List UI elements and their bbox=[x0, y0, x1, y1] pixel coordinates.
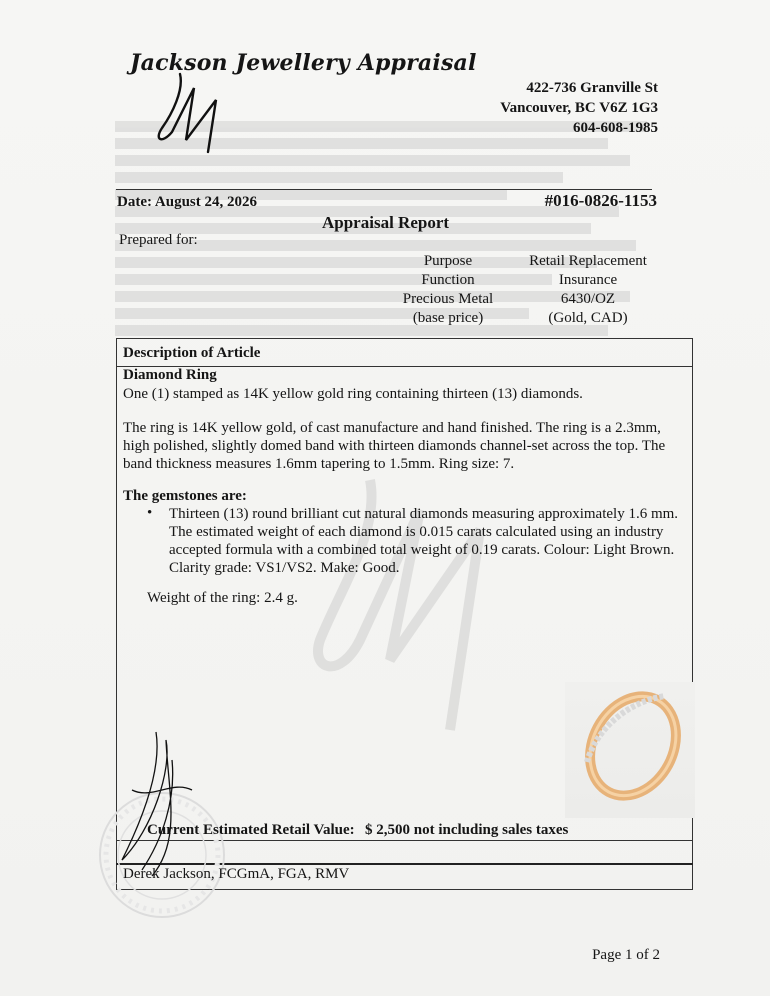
phone-number: 604-608-1985 bbox=[573, 120, 658, 136]
article-summary: One (1) stamped as 14K yellow gold ring containing thirteen (13) diamonds. bbox=[123, 386, 583, 402]
article-name: Diamond Ring bbox=[123, 367, 217, 383]
ring-description-line: band thickness measures 1.6mm tapering to 1.5mm. Ring size: 7. bbox=[123, 456, 515, 472]
gemstone-line: The estimated weight of each diamond is 0.015 carats calculated using an industry bbox=[169, 524, 664, 540]
description-heading: Description of Article bbox=[123, 345, 261, 361]
details-labels bbox=[392, 252, 504, 328]
ring-description bbox=[123, 419, 665, 473]
gemstone-line: Thirteen (13) round brilliant cut natural diamonds measuring approximately 1.6 mm. bbox=[169, 506, 679, 522]
address-line-2: Vancouver, BC V6Z 1G3 bbox=[500, 100, 658, 116]
gemstone-line: accepted formula with a combined total weight of 0.19 carats. Colour: Light Brown. bbox=[169, 542, 675, 558]
ring-description-line: The ring is 14K yellow gold, of cast manufacture and hand finished. The ring is a 2.3mm, bbox=[123, 420, 661, 436]
value-amount: $ 2,500 not including sales taxes bbox=[365, 822, 569, 838]
header-rule bbox=[116, 189, 652, 190]
ring-image bbox=[565, 682, 695, 818]
value-function: Insurance bbox=[558, 272, 618, 288]
value-precious-metal: 6430/OZ bbox=[560, 291, 616, 307]
label-precious-metal: Precious Metal bbox=[402, 291, 494, 307]
label-function: Function bbox=[421, 272, 475, 288]
appraisal-date: Date: August 24, 2026 bbox=[117, 194, 258, 210]
page-number: Page 1 of 2 bbox=[592, 947, 660, 963]
monogram-logo bbox=[150, 70, 240, 160]
prepared-for-label: Prepared for: bbox=[119, 232, 198, 248]
ring-weight: Weight of the ring: 2.4 g. bbox=[147, 590, 298, 606]
gemstone-line: Clarity grade: VS1/VS2. Make: Good. bbox=[169, 560, 400, 576]
label-purpose: Purpose bbox=[423, 253, 473, 269]
company-address bbox=[500, 78, 658, 138]
details-values bbox=[518, 252, 658, 328]
appraiser-name: Derek Jackson, FCGmA, FGA, RMV bbox=[123, 866, 350, 882]
value-purpose: Retail Replacement bbox=[529, 253, 647, 269]
address-line-1: 422-736 Granville St bbox=[526, 80, 658, 96]
gemstone-description bbox=[169, 505, 689, 577]
ring-description-line: high polished, slightly domed band with thirteen diamonds channel-set across the top. The bbox=[123, 438, 666, 454]
ring-photo bbox=[565, 682, 695, 818]
label-base-price: (base price) bbox=[412, 310, 484, 326]
company-name: Jackson Jewellery Appraisal bbox=[130, 50, 477, 76]
signature bbox=[112, 730, 202, 880]
gemstones-heading: The gemstones are: bbox=[123, 488, 247, 504]
report-title: Appraisal Report bbox=[322, 213, 450, 232]
appraisal-number: #016-0826-1153 bbox=[544, 191, 657, 210]
value-label: Current Estimated Retail Value: bbox=[147, 822, 355, 838]
value-base-price: (Gold, CAD) bbox=[548, 310, 628, 326]
bullet-marker: • bbox=[147, 505, 153, 521]
